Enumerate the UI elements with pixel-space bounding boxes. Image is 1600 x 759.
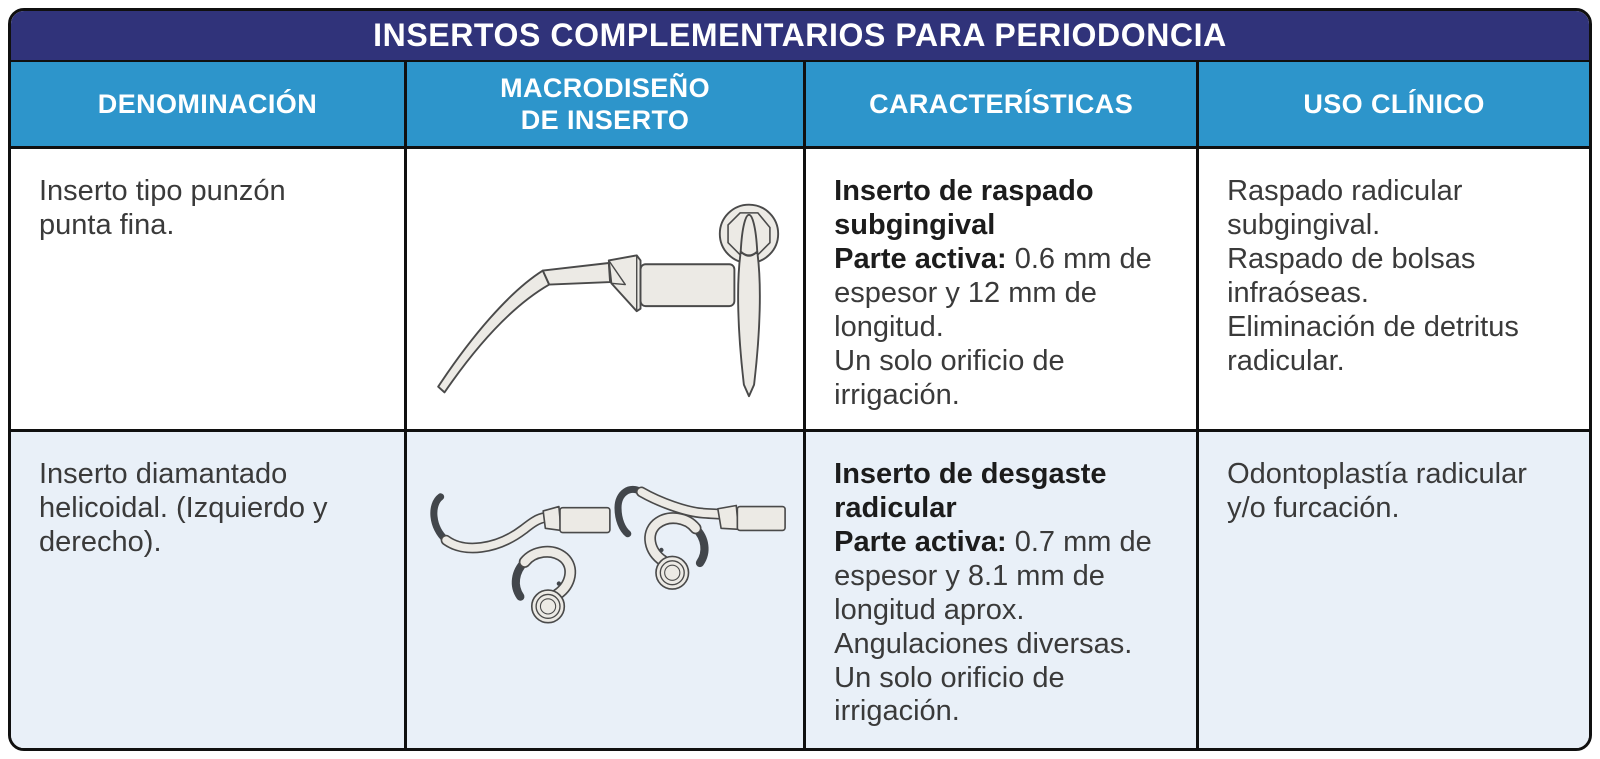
uso-clinico-cell (1196, 149, 1589, 429)
shaft-fill (446, 517, 545, 548)
uso-clinico-text (1227, 458, 1563, 526)
macrodiseno-cell (404, 149, 803, 429)
denominacion-text: Inserto tipo punzón punta fina. (39, 175, 286, 241)
caracteristicas-heading: Inserto de desgaste radicular (834, 458, 1107, 524)
denominacion-text: Inserto diamantado helicoidal. (Izquierdo y derecho). (39, 458, 328, 558)
caracteristicas-cell (803, 149, 1196, 429)
caracteristicas-heading: Inserto de raspado subgingival (834, 175, 1094, 241)
insert-front-blade (738, 252, 760, 397)
caracteristicas-line: Angulaciones diversas. (834, 627, 1133, 660)
punzon-insert-illustration (421, 178, 789, 400)
insert-tip (438, 271, 549, 393)
parte-activa-label: Parte activa: (834, 525, 1007, 558)
diamond-tip (434, 497, 446, 540)
caracteristicas-line: Un solo orificio de irrigación. (834, 661, 1065, 728)
uso-clinico-cell (1196, 432, 1589, 748)
denominacion-cell (11, 149, 404, 429)
column-header-label: CARACTERÍSTICAS (869, 88, 1134, 119)
caracteristicas-text (834, 175, 1170, 412)
table-header-row (11, 62, 1589, 149)
irrigation-orifice (659, 548, 663, 552)
caracteristicas-line: Un solo orificio de irrigación. (834, 344, 1065, 411)
uso-clinico-text (1227, 175, 1563, 379)
uso-clinico-line: Odontoplastía radicular y/o furcación. (1227, 458, 1527, 524)
uso-clinico-line: Eliminación de detritus radicular. (1227, 310, 1519, 377)
parte-activa-line (834, 243, 1170, 345)
column-header-caracteristicas (803, 62, 1196, 146)
denominacion-cell (11, 432, 404, 748)
irrigation-orifice (557, 581, 561, 585)
inserts-table (8, 8, 1592, 751)
table-row (11, 149, 1589, 432)
helical-inserts-illustration (415, 448, 795, 627)
caracteristicas-cell (803, 432, 1196, 748)
hook-fill (525, 552, 571, 595)
hex-connector (543, 507, 561, 531)
helical-insert-left-front-view (516, 552, 570, 623)
caracteristicas-text (834, 458, 1170, 729)
column-header-label: MACRODISEÑO DE INSERTO (500, 72, 710, 135)
table-row (11, 432, 1589, 748)
hook-fill (650, 518, 696, 561)
helical-insert-right-side-view (618, 489, 785, 533)
parte-activa-label: Parte activa: (834, 242, 1007, 275)
uso-clinico-line: Raspado radicular subgingival. (1227, 175, 1463, 241)
hex-connector (718, 505, 739, 529)
table-title-bar (11, 11, 1589, 62)
parte-activa-line (834, 526, 1170, 628)
body-cylinder (737, 507, 785, 531)
body-cylinder (560, 508, 610, 533)
parte-activa-value: 0.6 mm de espesor y 12 mm de longitud. (834, 242, 1152, 343)
column-header-label: USO CLÍNICO (1303, 88, 1485, 119)
insert-body-cylinder (641, 264, 735, 306)
page-title: INSERTOS COMPLEMENTARIOS PARA PERIODONCIA (373, 17, 1227, 53)
helical-insert-right-front-view (650, 518, 704, 589)
column-header-denominacion (11, 62, 404, 146)
helical-insert-left-side-view (434, 497, 610, 548)
macrodiseno-cell (404, 432, 803, 748)
column-header-uso-clinico (1196, 62, 1589, 146)
parte-activa-value: 0.7 mm de espesor y 8.1 mm de longitud aprox. (834, 525, 1152, 626)
column-header-label: DENOMINACIÓN (97, 88, 318, 119)
uso-clinico-line: Raspado de bolsas infraóseas. (1227, 242, 1476, 309)
insert-neck (543, 263, 610, 285)
insert-side-view (438, 255, 734, 392)
column-header-macrodiseno (404, 62, 803, 146)
